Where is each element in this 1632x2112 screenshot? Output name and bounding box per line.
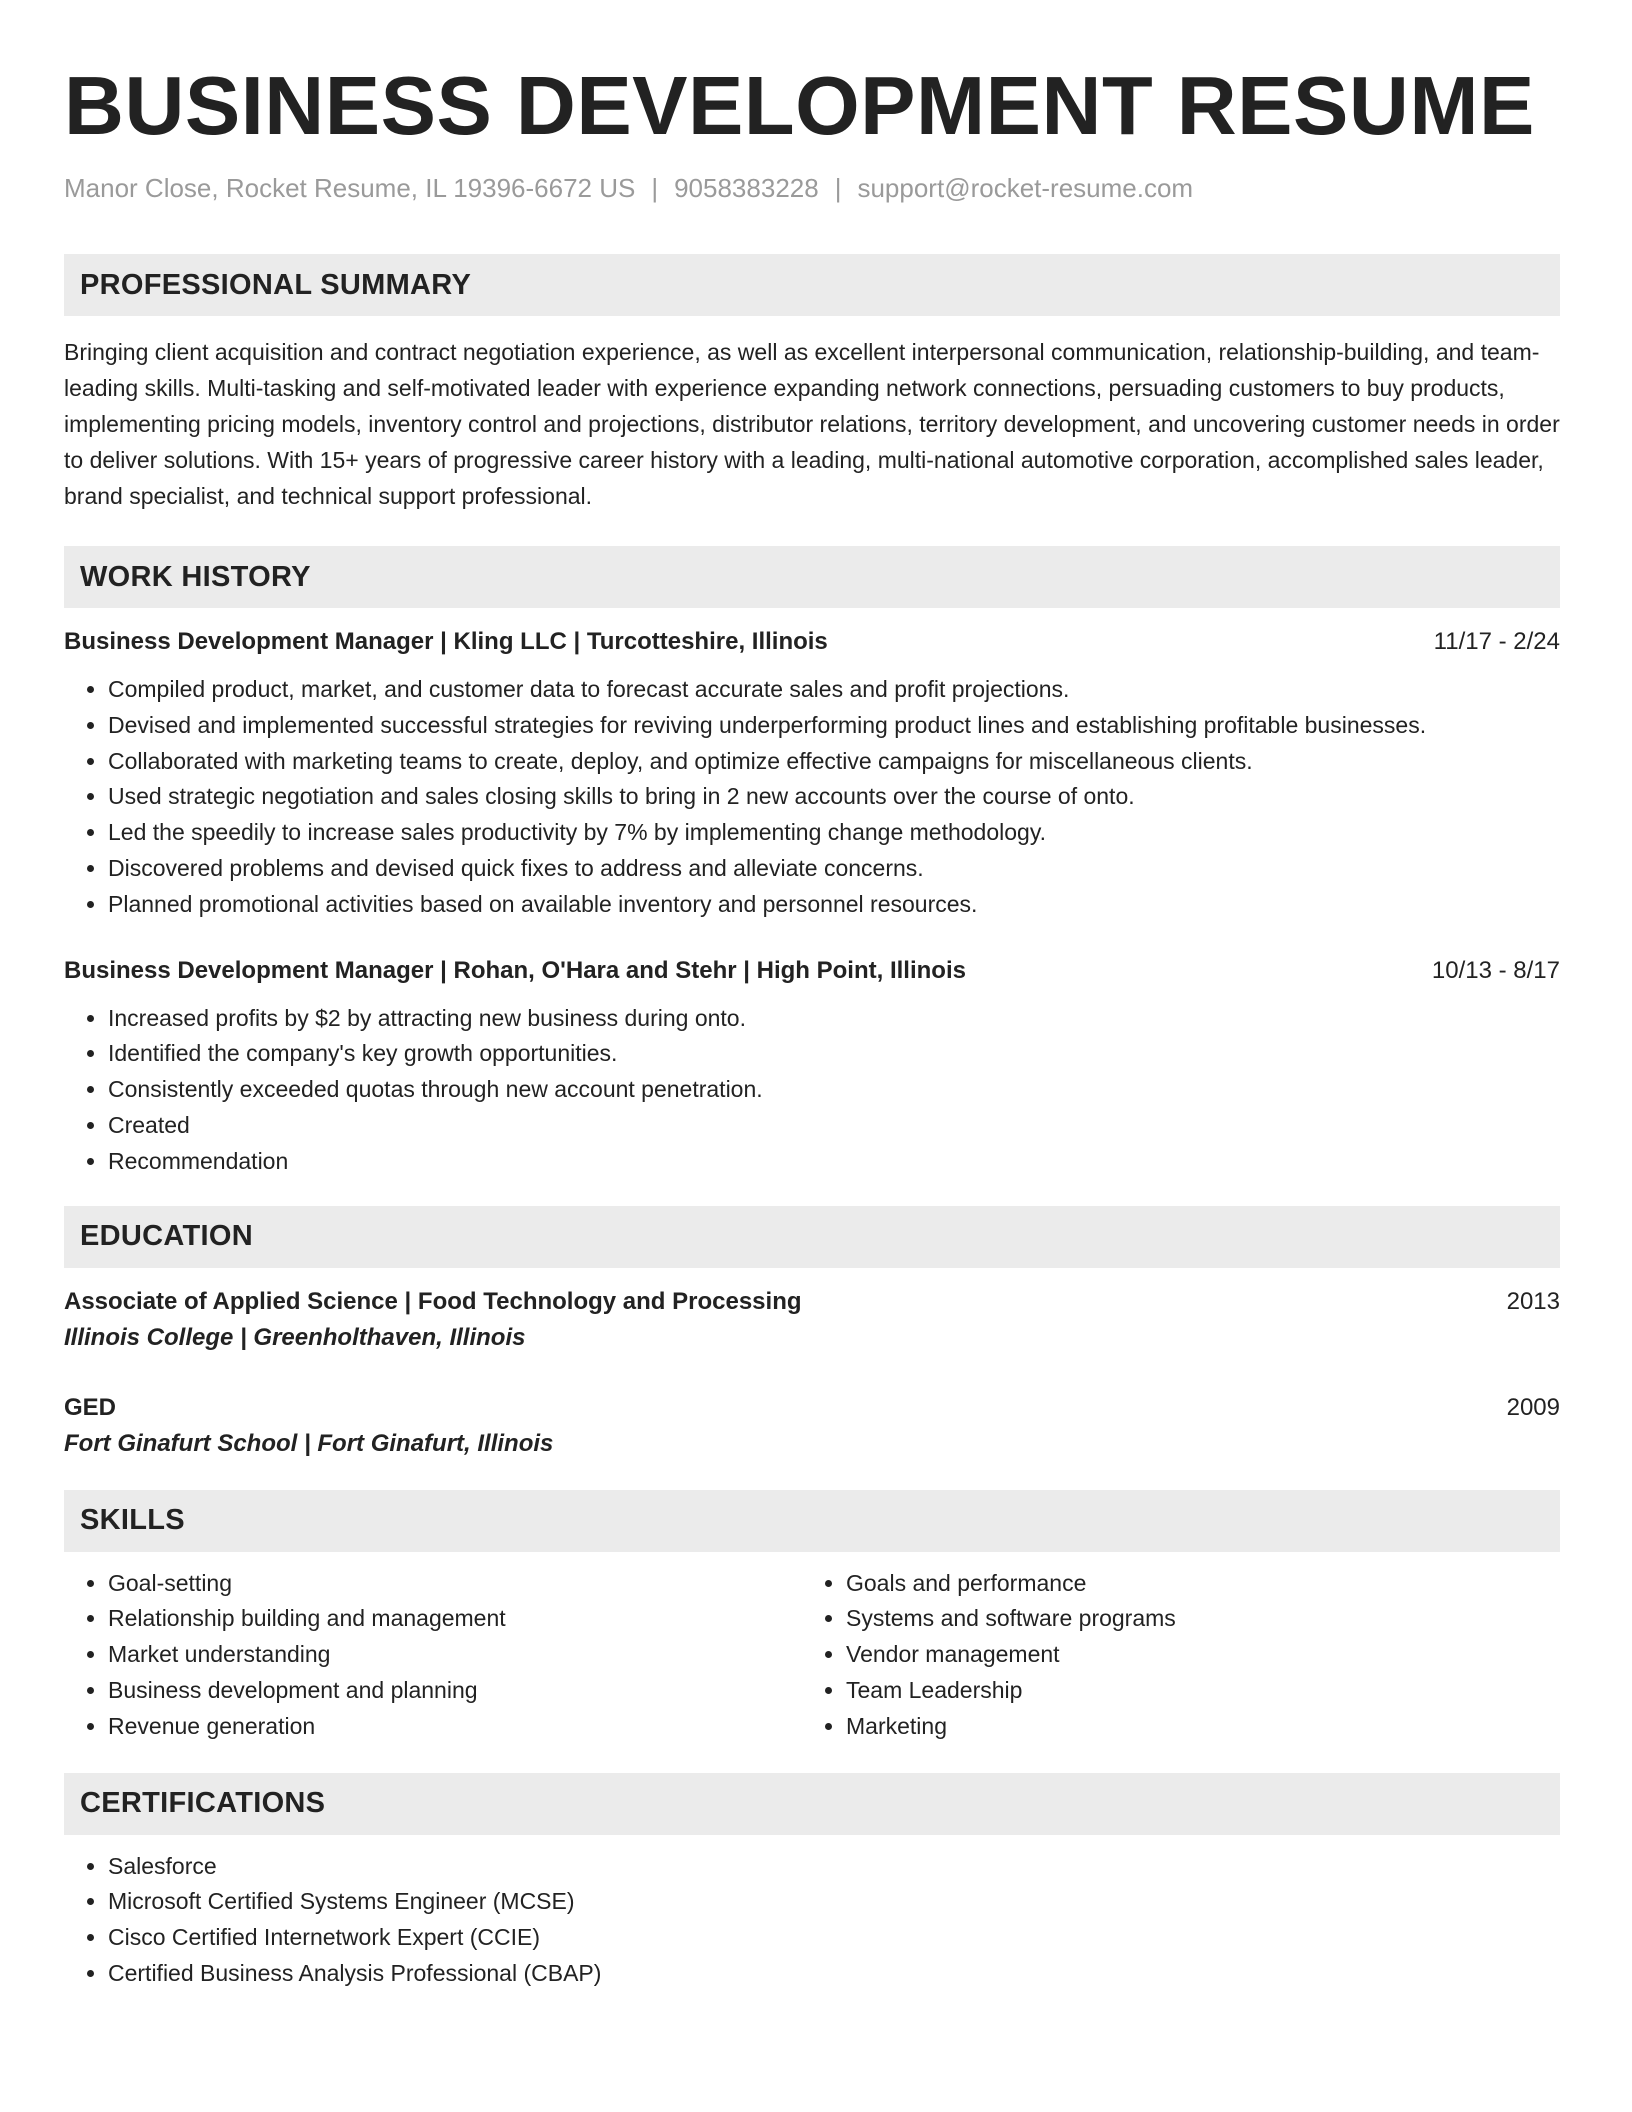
contact-address: Manor Close, Rocket Resume, IL 19396-6672 US bbox=[64, 173, 636, 203]
section-header-summary: PROFESSIONAL SUMMARY bbox=[64, 254, 1560, 316]
list-item: • Used strategic negotiation and sales closing skills to bring in 2 new accounts over the course of onto. bbox=[108, 779, 1560, 815]
job-title: Business Development Manager | Kling LLC | Turcotteshire, Illinois bbox=[64, 628, 828, 655]
job-dates: 11/17 - 2/24 bbox=[1433, 628, 1560, 655]
job-bullets bbox=[64, 1001, 1560, 1180]
list-item: • Led the speedily to increase sales productivity by 7% by implementing change methodology. bbox=[108, 815, 1560, 851]
job-dates: 10/13 - 8/17 bbox=[1431, 956, 1560, 984]
contact-separator: | bbox=[834, 173, 842, 203]
resume-title: BUSINESS DEVELOPMENT RESUME bbox=[64, 59, 1535, 152]
job-title: Business Development Manager | Rohan, O'Hara and Stehr | High Point, Illinois bbox=[64, 956, 966, 984]
skills-list bbox=[802, 1566, 1560, 1745]
skills-column-left bbox=[64, 1566, 802, 1745]
contact-email: support@rocket-resume.com bbox=[857, 173, 1194, 203]
education-year: 2009 bbox=[1506, 1393, 1560, 1421]
job-bullets bbox=[64, 672, 1560, 923]
education-heading bbox=[64, 1286, 1560, 1318]
job-heading bbox=[64, 955, 1560, 987]
section-header-education: EDUCATION bbox=[64, 1206, 1560, 1268]
list-item: • Recommendation bbox=[108, 1144, 1560, 1180]
section-header-work-history: WORK HISTORY bbox=[64, 546, 1560, 608]
education-year: 2013 bbox=[1506, 1287, 1560, 1315]
list-item: • Compiled product, market, and customer data to forecast accurate sales and profit projections. bbox=[108, 672, 1560, 708]
list-item: • Business development and planning bbox=[108, 1673, 802, 1709]
list-item: • Revenue generation bbox=[108, 1709, 802, 1745]
summary-text: Bringing client acquisition and contract negotiation experience, as well as excellent interpersonal communication, relationship-building, and team-leading skills. Multi-tasking and self-motivated leader with experience expanding network connections, persuading customers to buy products, implementing pricing models, inventory control and projections, distributor relations, territory development, and uncovering customer needs in order to deliver solutions. With 15+ years of progressive career history with a leading, multi-national automotive corporation, accomplished sales leader, brand specialist, and technical support professional. bbox=[64, 339, 1560, 509]
list-item: • Discovered problems and devised quick fixes to address and alleviate concerns. bbox=[108, 851, 1560, 887]
list-item: • Goal-setting bbox=[108, 1566, 802, 1602]
list-item: • Marketing bbox=[846, 1709, 1560, 1745]
list-item: • Consistently exceeded quotas through new account penetration. bbox=[108, 1072, 1560, 1108]
list-item: • Salesforce bbox=[108, 1849, 1560, 1885]
contact-separator: | bbox=[651, 173, 659, 203]
list-item: • Increased profits by $2 by attracting new business during onto. bbox=[108, 1001, 1560, 1037]
contact-phone: 9058383228 bbox=[674, 173, 819, 203]
list-item: • Relationship building and management bbox=[108, 1601, 802, 1637]
list-item: • Vendor management bbox=[846, 1637, 1560, 1673]
resume-content bbox=[64, 58, 1560, 1992]
education-degree: Associate of Applied Science | Food Technology and Processing bbox=[64, 1287, 802, 1315]
list-item: • Created bbox=[108, 1108, 1560, 1144]
list-item: • Market understanding bbox=[108, 1637, 802, 1673]
section-header-certifications: CERTIFICATIONS bbox=[64, 1773, 1560, 1835]
education-school: Illinois College | Greenholthaven, Illinois bbox=[64, 1323, 526, 1351]
list-item: • Team Leadership bbox=[846, 1673, 1560, 1709]
skills-column-right bbox=[802, 1566, 1560, 1745]
list-item: • Identified the company's key growth opportunities. bbox=[108, 1036, 1560, 1072]
education-degree: GED bbox=[64, 1393, 117, 1421]
list-item: • Collaborated with marketing teams to create, deploy, and optimize effective campaigns for miscellaneous clients. bbox=[108, 744, 1560, 780]
job-heading bbox=[64, 626, 1560, 658]
list-item: • Systems and software programs bbox=[846, 1601, 1560, 1637]
list-item: • Goals and performance bbox=[846, 1566, 1560, 1602]
education-heading bbox=[64, 1392, 1560, 1424]
skills-columns bbox=[64, 1566, 1560, 1745]
section-header-skills: SKILLS bbox=[64, 1490, 1560, 1552]
education-school: Fort Ginafurt School | Fort Ginafurt, Illinois bbox=[64, 1429, 554, 1457]
list-item: • Cisco Certified Internetwork Expert (CCIE) bbox=[108, 1920, 1560, 1956]
certifications-list bbox=[64, 1849, 1560, 1992]
list-item: • Planned promotional activities based on available inventory and personnel resources. bbox=[108, 887, 1560, 923]
list-item: • Certified Business Analysis Professional (CBAP) bbox=[108, 1956, 1560, 1992]
skills-list bbox=[64, 1566, 802, 1745]
list-item: • Microsoft Certified Systems Engineer (MCSE) bbox=[108, 1884, 1560, 1920]
contact-line bbox=[64, 172, 1560, 204]
list-item: • Devised and implemented successful strategies for reviving underperforming product lines and establishing profitable businesses. bbox=[108, 708, 1560, 744]
